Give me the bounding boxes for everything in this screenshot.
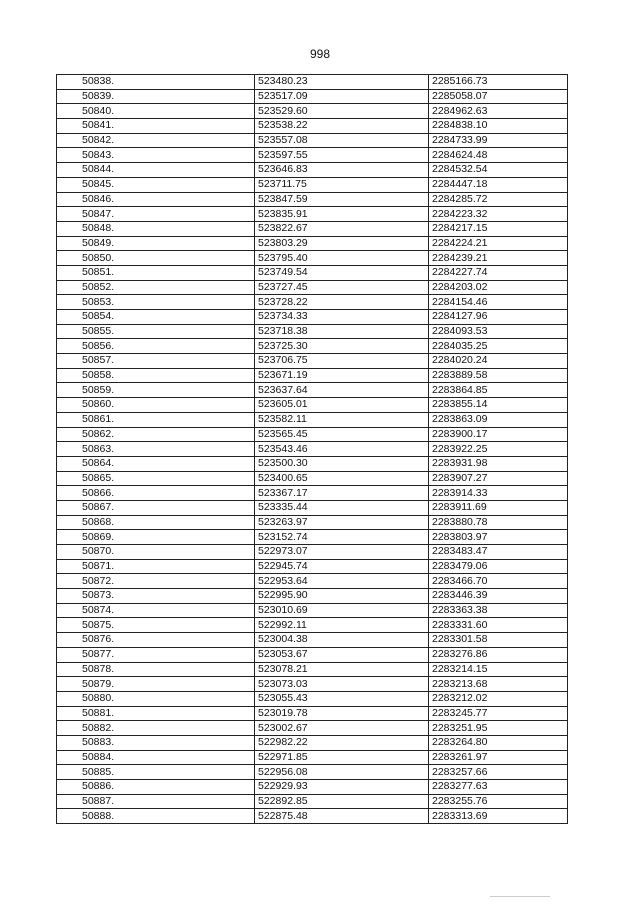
y-coordinate-cell: 2283864.85 [429, 383, 568, 398]
point-id-cell: 50844. [57, 163, 255, 178]
point-id-cell: 50879. [57, 677, 255, 692]
table-row [57, 750, 568, 765]
point-id-cell: 50843. [57, 148, 255, 163]
table-row [57, 310, 568, 325]
y-coordinate-cell: 2284223.32 [429, 207, 568, 222]
point-id-cell: 50860. [57, 398, 255, 413]
x-coordinate-cell: 522973.07 [255, 545, 429, 560]
point-id-cell: 50842. [57, 133, 255, 148]
y-coordinate-cell: 2283889.58 [429, 368, 568, 383]
table-row [57, 677, 568, 692]
table-row [57, 398, 568, 413]
y-coordinate-cell: 2284532.54 [429, 163, 568, 178]
table-row [57, 368, 568, 383]
point-id-cell: 50863. [57, 442, 255, 457]
x-coordinate-cell: 523019.78 [255, 706, 429, 721]
table-row [57, 735, 568, 750]
x-coordinate-cell: 522892.85 [255, 794, 429, 809]
point-id-cell: 50877. [57, 647, 255, 662]
x-coordinate-cell: 523263.97 [255, 515, 429, 530]
table-row [57, 780, 568, 795]
y-coordinate-cell: 2284733.99 [429, 133, 568, 148]
y-coordinate-cell: 2283863.09 [429, 412, 568, 427]
point-id-cell: 50847. [57, 207, 255, 222]
x-coordinate-cell: 523004.38 [255, 633, 429, 648]
point-id-cell: 50870. [57, 545, 255, 560]
table-row [57, 456, 568, 471]
point-id-cell: 50865. [57, 471, 255, 486]
table-row [57, 471, 568, 486]
y-coordinate-cell: 2284227.74 [429, 265, 568, 280]
x-coordinate-cell: 523529.60 [255, 104, 429, 119]
x-coordinate-cell: 523565.45 [255, 427, 429, 442]
table-row [57, 412, 568, 427]
y-coordinate-cell: 2284217.15 [429, 221, 568, 236]
x-coordinate-cell: 523728.22 [255, 295, 429, 310]
point-id-cell: 50846. [57, 192, 255, 207]
table-row [57, 515, 568, 530]
point-id-cell: 50878. [57, 662, 255, 677]
coordinate-table [56, 74, 568, 824]
table-row [57, 89, 568, 104]
point-id-cell: 50872. [57, 574, 255, 589]
x-coordinate-cell: 523480.23 [255, 75, 429, 90]
x-coordinate-cell: 522945.74 [255, 559, 429, 574]
table-row [57, 647, 568, 662]
y-coordinate-cell: 2283257.66 [429, 765, 568, 780]
y-coordinate-cell: 2283261.97 [429, 750, 568, 765]
point-id-cell: 50840. [57, 104, 255, 119]
table-row [57, 618, 568, 633]
y-coordinate-cell: 2283276.86 [429, 647, 568, 662]
y-coordinate-cell: 2284035.25 [429, 339, 568, 354]
table-row [57, 633, 568, 648]
y-coordinate-cell: 2283446.39 [429, 589, 568, 604]
point-id-cell: 50855. [57, 324, 255, 339]
table-row [57, 589, 568, 604]
point-id-cell: 50887. [57, 794, 255, 809]
y-coordinate-cell: 2283880.78 [429, 515, 568, 530]
table-row [57, 251, 568, 266]
y-coordinate-cell: 2283251.95 [429, 721, 568, 736]
x-coordinate-cell: 523822.67 [255, 221, 429, 236]
point-id-cell: 50856. [57, 339, 255, 354]
x-coordinate-cell: 523835.91 [255, 207, 429, 222]
x-coordinate-cell: 523335.44 [255, 500, 429, 515]
point-id-cell: 50885. [57, 765, 255, 780]
point-id-cell: 50883. [57, 735, 255, 750]
x-coordinate-cell: 522875.48 [255, 809, 429, 824]
x-coordinate-cell: 522953.64 [255, 574, 429, 589]
y-coordinate-cell: 2283931.98 [429, 456, 568, 471]
point-id-cell: 50866. [57, 486, 255, 501]
table-row [57, 236, 568, 251]
x-coordinate-cell: 523400.65 [255, 471, 429, 486]
table-row [57, 133, 568, 148]
x-coordinate-cell: 523538.22 [255, 119, 429, 134]
x-coordinate-cell: 523671.19 [255, 368, 429, 383]
y-coordinate-cell: 2283245.77 [429, 706, 568, 721]
x-coordinate-cell: 523152.74 [255, 530, 429, 545]
table-row [57, 559, 568, 574]
table-row [57, 765, 568, 780]
y-coordinate-cell: 2283900.17 [429, 427, 568, 442]
y-coordinate-cell: 2283914.33 [429, 486, 568, 501]
table-row [57, 574, 568, 589]
x-coordinate-cell: 523646.83 [255, 163, 429, 178]
y-coordinate-cell: 2284020.24 [429, 354, 568, 369]
y-coordinate-cell: 2283466.70 [429, 574, 568, 589]
table-row [57, 427, 568, 442]
table-row [57, 324, 568, 339]
table-row [57, 603, 568, 618]
x-coordinate-cell: 523749.54 [255, 265, 429, 280]
x-coordinate-cell: 522971.85 [255, 750, 429, 765]
y-coordinate-cell: 2284203.02 [429, 280, 568, 295]
point-id-cell: 50861. [57, 412, 255, 427]
point-id-cell: 50852. [57, 280, 255, 295]
x-coordinate-cell: 523582.11 [255, 412, 429, 427]
point-id-cell: 50839. [57, 89, 255, 104]
x-coordinate-cell: 522992.11 [255, 618, 429, 633]
y-coordinate-cell: 2283214.15 [429, 662, 568, 677]
y-coordinate-cell: 2283922.25 [429, 442, 568, 457]
y-coordinate-cell: 2283855.14 [429, 398, 568, 413]
x-coordinate-cell: 523053.67 [255, 647, 429, 662]
x-coordinate-cell: 523803.29 [255, 236, 429, 251]
x-coordinate-cell: 522982.22 [255, 735, 429, 750]
y-coordinate-cell: 2283264.80 [429, 735, 568, 750]
y-coordinate-cell: 2285058.07 [429, 89, 568, 104]
y-coordinate-cell: 2283255.76 [429, 794, 568, 809]
table-row [57, 265, 568, 280]
point-id-cell: 50869. [57, 530, 255, 545]
point-id-cell: 50886. [57, 780, 255, 795]
point-id-cell: 50884. [57, 750, 255, 765]
point-id-cell: 50868. [57, 515, 255, 530]
point-id-cell: 50862. [57, 427, 255, 442]
table-row [57, 486, 568, 501]
y-coordinate-cell: 2284447.18 [429, 177, 568, 192]
coordinate-table-body [57, 75, 568, 824]
point-id-cell: 50849. [57, 236, 255, 251]
x-coordinate-cell: 523055.43 [255, 691, 429, 706]
point-id-cell: 50873. [57, 589, 255, 604]
point-id-cell: 50853. [57, 295, 255, 310]
x-coordinate-cell: 523734.33 [255, 310, 429, 325]
point-id-cell: 50882. [57, 721, 255, 736]
y-coordinate-cell: 2284154.46 [429, 295, 568, 310]
y-coordinate-cell: 2283907.27 [429, 471, 568, 486]
y-coordinate-cell: 2283277.63 [429, 780, 568, 795]
x-coordinate-cell: 523597.55 [255, 148, 429, 163]
x-coordinate-cell: 523795.40 [255, 251, 429, 266]
y-coordinate-cell: 2284962.63 [429, 104, 568, 119]
y-coordinate-cell: 2283479.06 [429, 559, 568, 574]
table-row [57, 662, 568, 677]
y-coordinate-cell: 2285166.73 [429, 75, 568, 90]
y-coordinate-cell: 2283363.38 [429, 603, 568, 618]
point-id-cell: 50864. [57, 456, 255, 471]
table-row [57, 221, 568, 236]
x-coordinate-cell: 523002.67 [255, 721, 429, 736]
table-row [57, 383, 568, 398]
table-row [57, 75, 568, 90]
x-coordinate-cell: 523517.09 [255, 89, 429, 104]
point-id-cell: 50874. [57, 603, 255, 618]
table-row [57, 339, 568, 354]
table-row [57, 500, 568, 515]
point-id-cell: 50854. [57, 310, 255, 325]
x-coordinate-cell: 523557.08 [255, 133, 429, 148]
y-coordinate-cell: 2283331.60 [429, 618, 568, 633]
point-id-cell: 50848. [57, 221, 255, 236]
x-coordinate-cell: 522929.93 [255, 780, 429, 795]
x-coordinate-cell: 523725.30 [255, 339, 429, 354]
table-row [57, 280, 568, 295]
table-row [57, 691, 568, 706]
x-coordinate-cell: 522956.08 [255, 765, 429, 780]
table-row [57, 530, 568, 545]
page-number: 998 [309, 47, 331, 61]
point-id-cell: 50838. [57, 75, 255, 90]
point-id-cell: 50881. [57, 706, 255, 721]
y-coordinate-cell: 2283212.02 [429, 691, 568, 706]
table-row [57, 119, 568, 134]
point-id-cell: 50875. [57, 618, 255, 633]
table-row [57, 354, 568, 369]
point-id-cell: 50859. [57, 383, 255, 398]
x-coordinate-cell: 523367.17 [255, 486, 429, 501]
y-coordinate-cell: 2284127.96 [429, 310, 568, 325]
table-row [57, 442, 568, 457]
table-row [57, 794, 568, 809]
y-coordinate-cell: 2284624.48 [429, 148, 568, 163]
x-coordinate-cell: 523605.01 [255, 398, 429, 413]
table-row [57, 545, 568, 560]
point-id-cell: 50845. [57, 177, 255, 192]
point-id-cell: 50880. [57, 691, 255, 706]
point-id-cell: 50888. [57, 809, 255, 824]
x-coordinate-cell: 523637.64 [255, 383, 429, 398]
y-coordinate-cell: 2283483.47 [429, 545, 568, 560]
table-row [57, 809, 568, 824]
y-coordinate-cell: 2284093.53 [429, 324, 568, 339]
y-coordinate-cell: 2284285.72 [429, 192, 568, 207]
point-id-cell: 50858. [57, 368, 255, 383]
table-row [57, 177, 568, 192]
y-coordinate-cell: 2283313.69 [429, 809, 568, 824]
point-id-cell: 50871. [57, 559, 255, 574]
x-coordinate-cell: 523727.45 [255, 280, 429, 295]
y-coordinate-cell: 2284838.10 [429, 119, 568, 134]
x-coordinate-cell: 523543.46 [255, 442, 429, 457]
x-coordinate-cell: 523010.69 [255, 603, 429, 618]
x-coordinate-cell: 523706.75 [255, 354, 429, 369]
y-coordinate-cell: 2284224.21 [429, 236, 568, 251]
scan-mark [490, 896, 550, 897]
table-row [57, 706, 568, 721]
x-coordinate-cell: 523847.59 [255, 192, 429, 207]
point-id-cell: 50841. [57, 119, 255, 134]
point-id-cell: 50876. [57, 633, 255, 648]
table-row [57, 192, 568, 207]
table-row [57, 721, 568, 736]
x-coordinate-cell: 523711.75 [255, 177, 429, 192]
y-coordinate-cell: 2283301.58 [429, 633, 568, 648]
point-id-cell: 50850. [57, 251, 255, 266]
y-coordinate-cell: 2283911.69 [429, 500, 568, 515]
table-row [57, 163, 568, 178]
y-coordinate-cell: 2283213.68 [429, 677, 568, 692]
table-row [57, 207, 568, 222]
x-coordinate-cell: 523718.38 [255, 324, 429, 339]
point-id-cell: 50857. [57, 354, 255, 369]
table-row [57, 295, 568, 310]
x-coordinate-cell: 523500.30 [255, 456, 429, 471]
x-coordinate-cell: 522995.90 [255, 589, 429, 604]
point-id-cell: 50851. [57, 265, 255, 280]
point-id-cell: 50867. [57, 500, 255, 515]
table-row [57, 148, 568, 163]
x-coordinate-cell: 523073.03 [255, 677, 429, 692]
y-coordinate-cell: 2284239.21 [429, 251, 568, 266]
x-coordinate-cell: 523078.21 [255, 662, 429, 677]
table-row [57, 104, 568, 119]
y-coordinate-cell: 2283803.97 [429, 530, 568, 545]
